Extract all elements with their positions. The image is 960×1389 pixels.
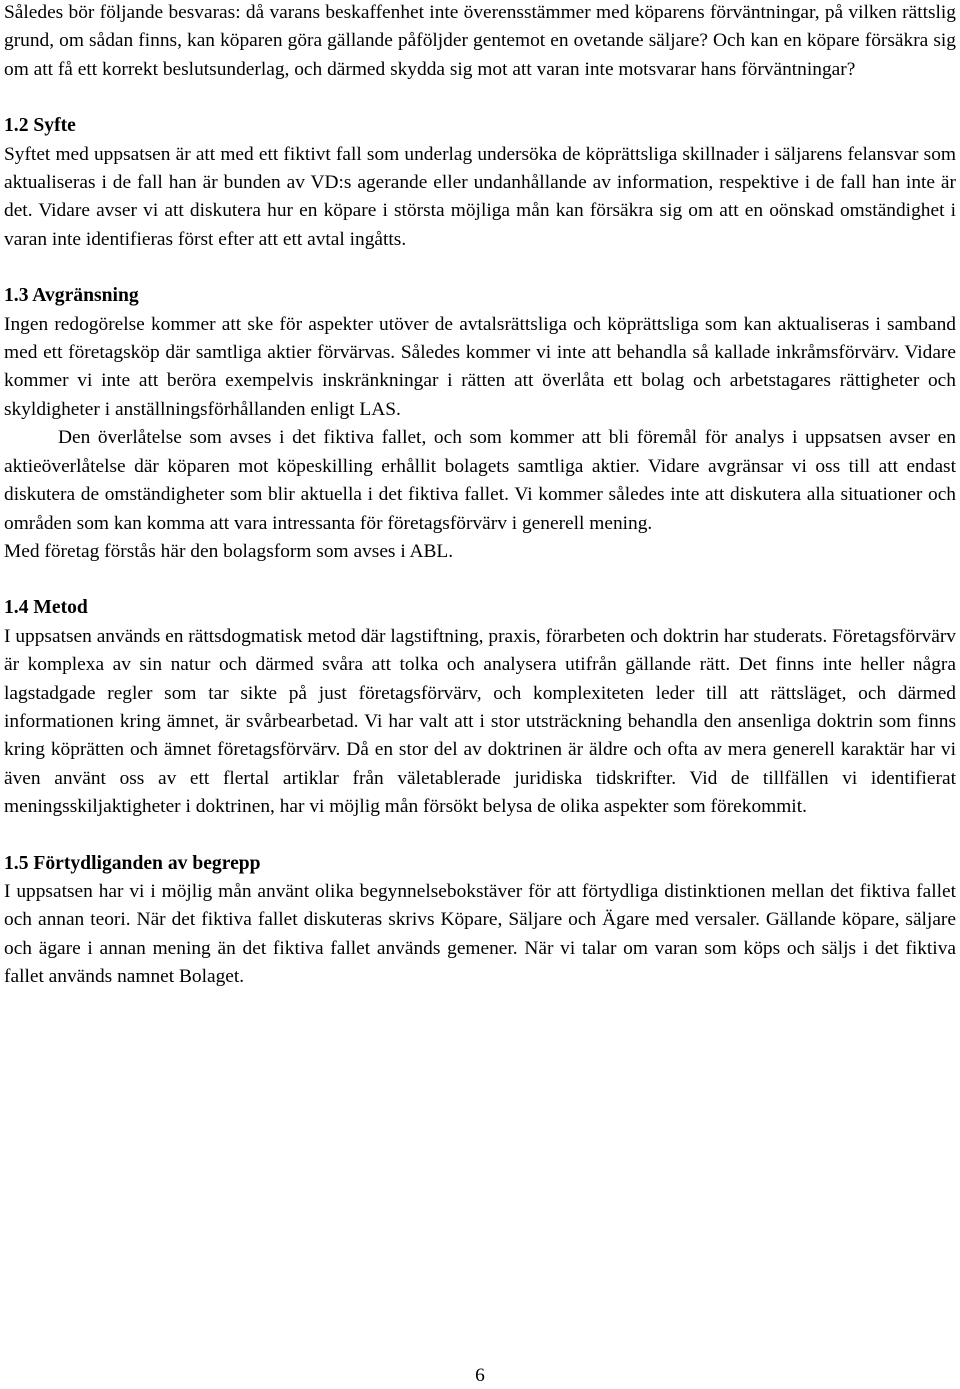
section-paragraph: Syftet med uppsatsen är att med ett fiktivt fall som underlag undersöka de köprättsliga skillnader i säljarens felansvar som aktualiseras i de fall han är bunden av VD:s agerande eller undanhållande av information, respektive i de fall han inte är det. Vidare avser vi att diskutera hur en köpare i största möjliga mån kan försäkra sig om att en oönskad omständighet i varan inte identifieras först efter att ett avtal ingåtts. — [4, 143, 956, 250]
page-number: 6 — [475, 1365, 485, 1386]
intro-paragraph: Således bör följande besvaras: då varans beskaffenhet inte överensstämmer med köparens förväntningar, på vilken rättslig grund, om sådan finns, kan köparen göra gällande påföljder gentemot en ovetande säljare? Och kan en köpare försäkra sig om att få ett korrekt beslutsunderlag, och därmed skydda sig mot att varan inte motsvarar hans förväntningar? — [4, 2, 956, 80]
section-heading: 1.2 Syfte — [4, 115, 76, 137]
section-fortydliganden — [4, 850, 956, 992]
section-heading: 1.4 Metod — [4, 597, 88, 619]
section-paragraph: Den överlåtelse som avses i det fiktiva fallet, och som kommer att bli föremål för analys i uppsatsen avser en aktieöverlåtelse där köparen mot köpeskilling erhållit bolagets samtliga aktier. Vidare avgränsar vi oss till att endast diskutera de omständigheter som blir aktuella i det fiktiva fallet. Vi kommer således inte att diskutera alla situationer och områden som kan komma att vara intressanta för företagsförvärv i generell mening. — [4, 427, 956, 534]
section-paragraph: I uppsatsen används en rättsdogmatisk metod där lagstiftning, praxis, förarbeten och doktrin har studerats. Företagsförvärv är komplexa av sin natur och därmed svåra att tolka och analysera utifrån gällande rätt. Det finns inte heller några lagstadgade regler som tar sikte på just företagsförvärv, och komplexiteten leder till att rättsläget, och därmed informationen kring ämnet, är svårbearbetad. Vi har valt att i stor utsträckning behandla den ansenliga doktrin som finns kring köprätten och ämnet företagsförvärv. Då en stor del av doktrinen är äldre och ofta av mera generell karaktär har vi även använt oss av ett flertal artiklar från väletablerade juridiska tidskrifter. Vid de tillfällen vi identifierat meningsskiljaktigheter i doktrinen, har vi möjlig mån försökt belysa de olika aspekter som förekommit. — [4, 625, 956, 818]
section-avgransning — [4, 282, 956, 566]
section-heading: 1.5 Förtydliganden av begrepp — [4, 852, 261, 874]
section-metod — [4, 594, 956, 821]
section-paragraph: Med företag förstås här den bolagsform som avses i ABL. — [4, 540, 454, 562]
section-paragraph: Ingen redogörelse kommer att ske för aspekter utöver de avtalsrättsliga och köprättsliga som kan aktualiseras i samband med ett företagsköp där samtliga aktier förvärvas. Således kommer vi inte att behandla så kallade inkråmsförvärv. Vidare kommer vi inte att beröra exempelvis inskränkningar i rätten att överlåta ett bolag och arbetstagares rättigheter och skyldigheter i anställningsförhållanden enligt LAS. — [4, 313, 956, 420]
document-page — [4, 0, 956, 992]
section-paragraph: I uppsatsen har vi i möjlig mån använt olika begynnelsebokstäver för att förtydliga distinktionen mellan det fiktiva fallet och annan teori. När det fiktiva fallet diskuteras skrivs Köpare, Säljare och Ägare med versaler. Gällande köpare, säljare och ägare i annan mening än det fiktiva fallet används gemener. När vi talar om varan som köps och säljs i det fiktiva fallet används namnet Bolaget. — [4, 880, 956, 988]
section-heading: 1.3 Avgränsning — [4, 285, 139, 307]
section-syfte — [4, 112, 956, 254]
